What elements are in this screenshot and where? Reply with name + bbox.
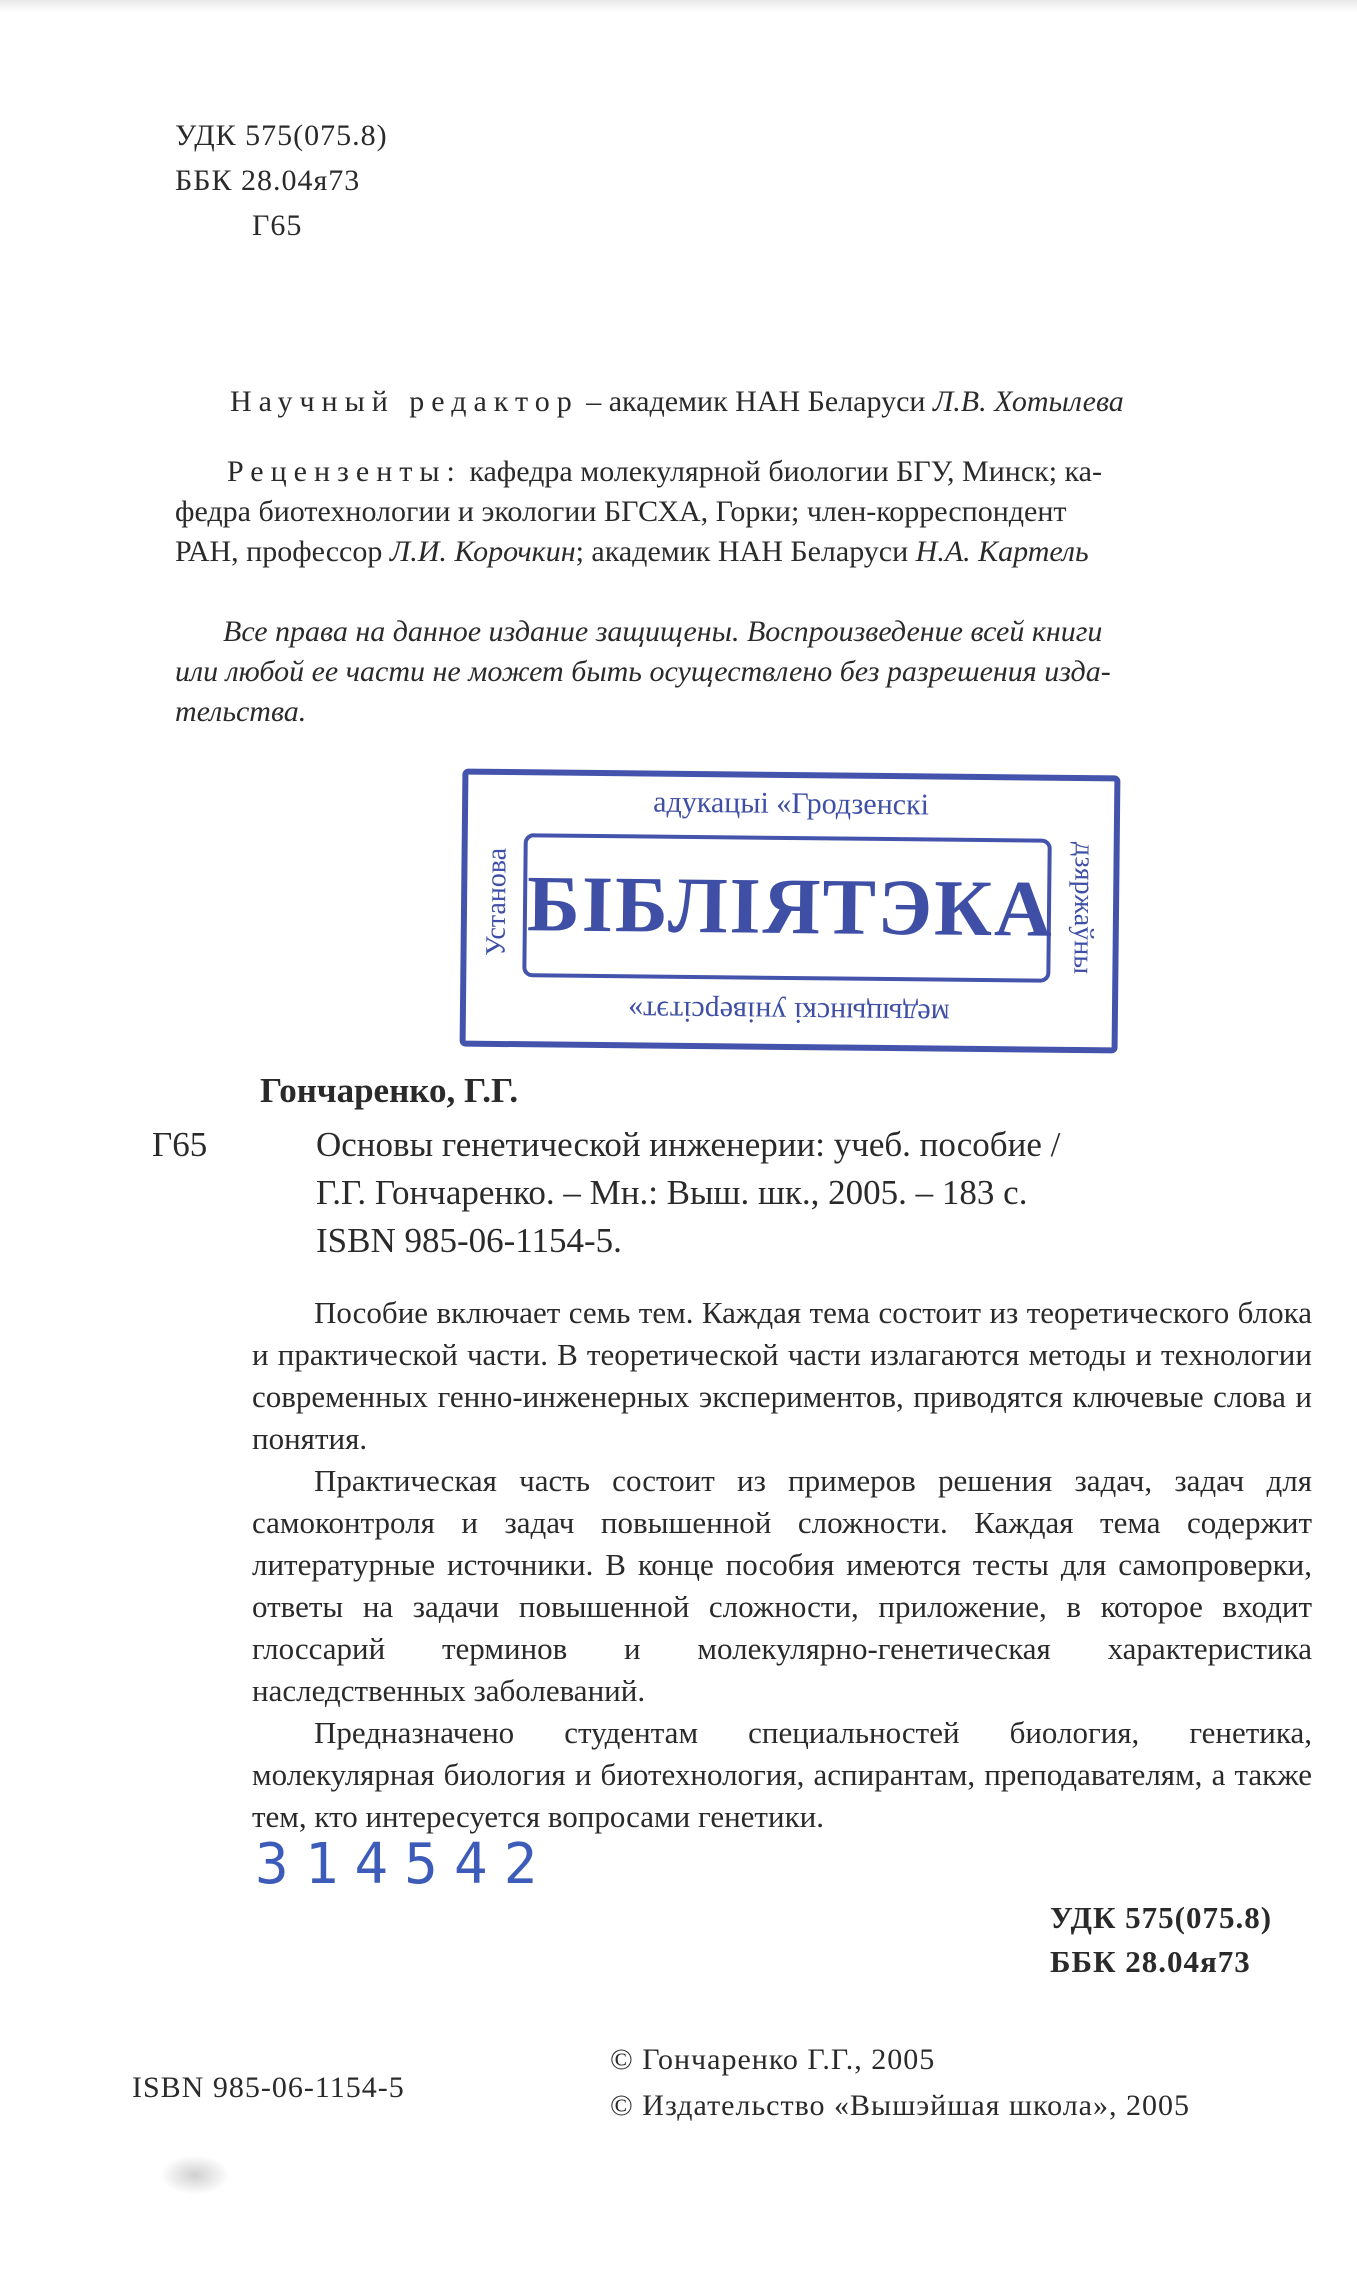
bbk-bottom: ББК 28.04я73	[1050, 1944, 1251, 1979]
bbk-top: ББК 28.04я73	[175, 164, 361, 197]
copyright-author: © Гончаренко Г.Г., 2005	[610, 2043, 936, 2076]
inventory-number: 314542	[255, 1832, 554, 1897]
reviewer-name-2: Н.А. Картель	[915, 535, 1089, 568]
footer-isbn: ISBN 985-06-1154-5	[132, 2071, 405, 2104]
stamp-title: БІБЛІЯТЭКА	[526, 860, 1055, 954]
udk-top: УДК 575(075.8)	[175, 119, 388, 152]
stamp-inner-frame	[522, 833, 1055, 983]
rights-line2: или любой ее части не может быть осуществлено без разрешения изда-	[175, 655, 1111, 688]
editor-line	[230, 382, 1124, 422]
abstract-block	[252, 1292, 1312, 1838]
stamp-bottom-text: медыцынскі універсітэт»	[628, 994, 950, 1031]
reviewers-block	[175, 452, 1330, 572]
stamp-left-text: Установа	[480, 847, 513, 957]
reviewers-line3b: ; академик НАН Беларуси	[575, 535, 909, 568]
reviewers-line2: федра биотехнологии и экологии БГСХА, Горки; член-корреспондент	[175, 495, 1067, 528]
entry-line1: Основы генетической инженерии: учеб. пособие /	[316, 1125, 1061, 1164]
abstract-p1: Пособие включает семь тем. Каждая тема состоит из теоретического блока и практической части. В теоретической части излагаются методы и технологии современных генно-инженерных экспериментов, приводятся ключевые слова и понятия.	[252, 1295, 1312, 1456]
library-stamp	[460, 769, 1121, 1054]
udk-bottom: УДК 575(075.8)	[1050, 1900, 1273, 1935]
editor-name: Л.В. Хотылева	[932, 385, 1124, 418]
entry-isbn: ISBN 985-06-1154-5.	[316, 1221, 622, 1260]
rights-line3: тельства.	[175, 695, 307, 728]
reviewer-name-1: Л.И. Корочкин	[389, 535, 576, 568]
rights-notice	[175, 612, 1330, 732]
author-code-top: Г65	[252, 209, 303, 242]
reviewers-line1: кафедра молекулярной биологии БГУ, Минск; ка-	[469, 455, 1102, 488]
entry-code: Г65	[152, 1125, 208, 1164]
rights-line1: Все права на данное издание защищены. Воспроизведение всей книги	[223, 615, 1103, 648]
editor-label: Научный редактор	[230, 385, 579, 418]
stamp-right-text: дзяржаўны	[1067, 841, 1100, 975]
entry-author: Гончаренко, Г.Г.	[260, 1071, 519, 1110]
reviewers-line3a: РАН, профессор	[175, 535, 383, 568]
reviewers-label: Рецензенты:	[227, 455, 462, 488]
editor-text: – академик НАН Беларуси	[586, 385, 926, 418]
stamp-top-text: адукацыі «Гродзенскі	[653, 785, 930, 822]
entry-line2: Г.Г. Гончаренко. – Мн.: Выш. шк., 2005. – 183 с.	[316, 1173, 1028, 1212]
paper-smudge	[160, 2155, 230, 2195]
abstract-p2: Практическая часть состоит из примеров решения задач, задач для самоконтроля и задач повышенной сложности. Каждая тема содержит литературные источники. В конце пособия имеются тесты для самопроверки, ответы на задачи повышенной сложности, приложение, в которое входит глоссарий терминов и молекулярно-генетическая характеристика наследственных заболеваний.	[252, 1463, 1312, 1708]
abstract-p3: Предназначено студентам специальностей биология, генетика, молекулярная биология и биотехнология, аспирантам, преподавателям, а также тем, кто интересуется вопросами генетики.	[252, 1715, 1312, 1834]
copyright-publisher: © Издательство «Вышэйшая школа», 2005	[610, 2089, 1190, 2122]
page-edge	[0, 0, 1357, 12]
